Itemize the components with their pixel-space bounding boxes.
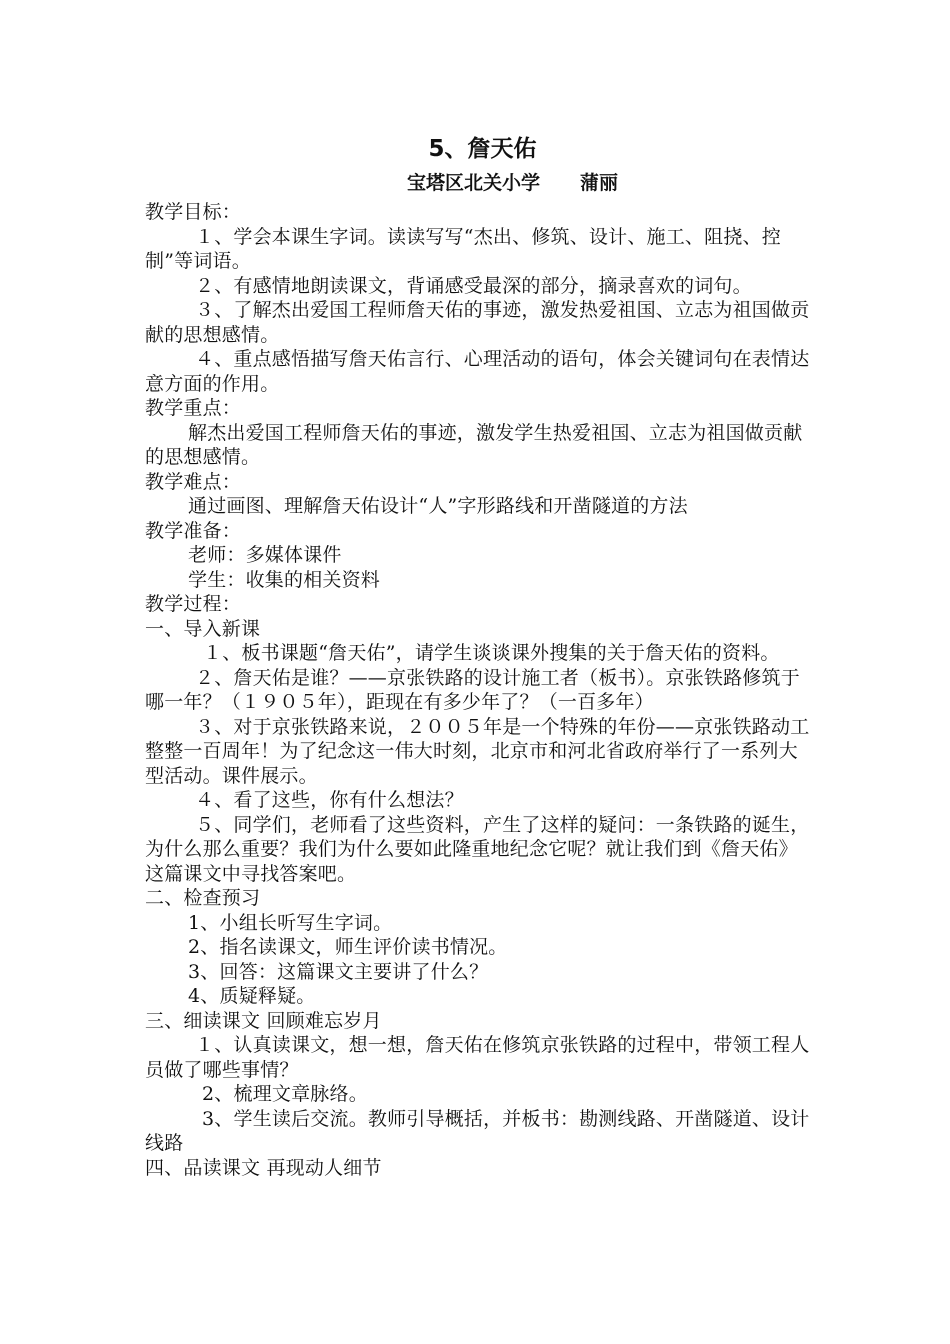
section-heading: 教学重点： <box>145 397 242 419</box>
section-heading: 一、导入新课 <box>145 617 261 640</box>
section-heading: 三、细读课文 回顾难忘岁月 <box>145 1009 382 1032</box>
paragraph: 3、回答：这篇课文主要讲了什么？ <box>188 960 489 983</box>
paragraph: 老师：多媒体课件 <box>188 544 342 566</box>
paragraph: 3、学生读后交流。教师引导概括，并板书：勘测线路、开凿隧道、设计线路 <box>145 1107 810 1154</box>
paragraph: ４、重点感悟描写詹天佑言行、心理活动的语句，体会关键词句在表情达意方面的作用。 <box>145 348 810 395</box>
paragraph: 2、指名读课文，师生评价读书情况。 <box>188 936 508 958</box>
teacher-name: 蒲丽 <box>580 172 619 194</box>
section-heading: 二、检查预习 <box>145 887 261 909</box>
document-page <box>145 130 810 1180</box>
paragraph: 解杰出爱国工程师詹天佑的事迹，激发学生热爱祖国、立志为祖国做贡献的思想感情。 <box>145 421 803 468</box>
paragraph: 通过画图、理解詹天佑设计“人”字形路线和开凿隧道的方法 <box>188 495 688 517</box>
section-heading: 四、品读课文 再现动人细节 <box>145 1156 382 1179</box>
author-line <box>145 168 810 198</box>
paragraph: １、板书课题“詹天佑”，请学生谈谈课外搜集的关于詹天佑的资料。 <box>203 642 780 664</box>
paragraph: ３、了解杰出爱国工程师詹天佑的事迹，激发热爱祖国、立志为祖国做贡献的思想感情。 <box>145 299 810 346</box>
section-heading: 教学准备： <box>145 519 242 542</box>
lesson-title: 5、詹天佑 <box>428 136 537 162</box>
section-heading: 教学过程： <box>145 593 242 615</box>
paragraph: 2、梳理文章脉络。 <box>202 1083 368 1105</box>
section-heading: 教学难点： <box>145 470 242 493</box>
paragraph: ３、对于京张铁路来说，２００５年是一个特殊的年份——京张铁路动工整整一百周年！为了纪念这一伟大时刻，北京市和河北省政府举行了一系列大型活动。课件展示。 <box>145 715 810 787</box>
paragraph: ２、有感情地朗读课文，背诵感受最深的部分，摘录喜欢的词句。 <box>195 274 752 297</box>
school-name: 宝塔区北关小学 <box>406 172 540 194</box>
paragraph: ２、詹天佑是谁？——京张铁路的设计施工者（板书）。京张铁路修筑于哪一年？（１９０５年），距现在有多少年了？（一百多年） <box>145 666 800 713</box>
paragraph: ４、看了这些，你有什么想法？ <box>195 789 464 811</box>
paragraph: 4、质疑释疑。 <box>188 985 316 1007</box>
paragraph: １、认真读课文，想一想，詹天佑在修筑京张铁路的过程中，带领工程人员做了哪些事情？ <box>145 1034 810 1081</box>
paragraph: １、学会本课生字词。读读写写“杰出、修筑、设计、施工、阻挠、控制”等词语。 <box>145 225 781 272</box>
paragraph: ５、同学们，老师看了这些资料，产生了这样的疑问：一条铁路的诞生，为什么那么重要？我们为什么要如此隆重地纪念它呢？就让我们到《詹天佑》这篇课文中寻找答案吧。 <box>145 813 810 885</box>
paragraph: 学生：收集的相关资料 <box>188 568 381 591</box>
lesson-body <box>145 200 810 1180</box>
paragraph: 1、小组长听写生字词。 <box>188 911 393 934</box>
section-heading: 教学目标： <box>145 201 242 223</box>
